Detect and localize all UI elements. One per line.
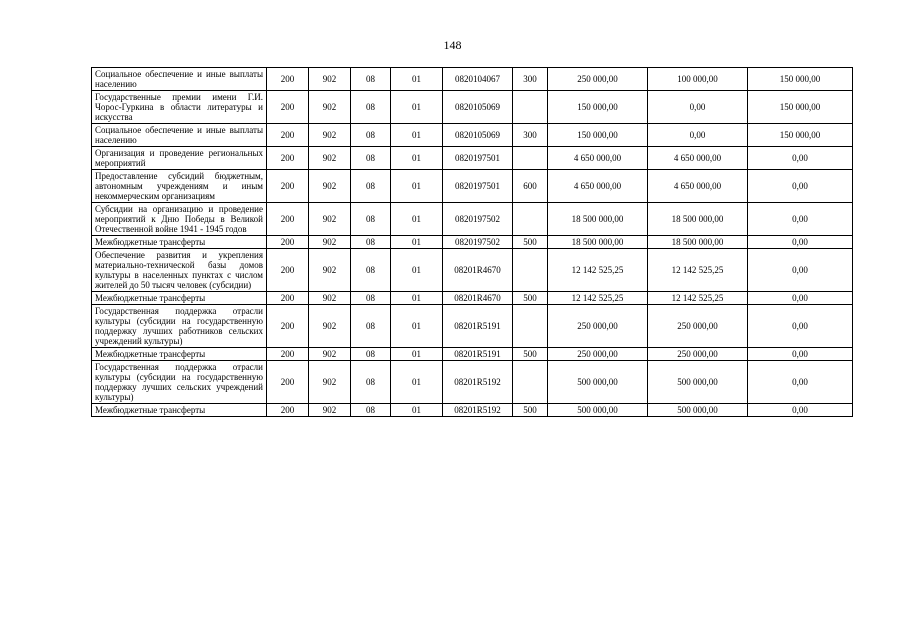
subsection-cell: 01 — [391, 203, 443, 236]
table-row — [92, 292, 853, 305]
target-article-cell: 08201R5192 — [443, 361, 513, 404]
admin-code-cell: 200 — [267, 305, 309, 348]
ministry-code-cell: 902 — [309, 68, 351, 91]
amount-total-cell: 150 000,00 — [548, 124, 648, 147]
target-article-cell: 0820104067 — [443, 68, 513, 91]
table-body — [92, 68, 853, 417]
ministry-code-cell: 902 — [309, 124, 351, 147]
table-row — [92, 68, 853, 91]
amount-regional-cell: 0,00 — [748, 147, 853, 170]
table-row — [92, 305, 853, 348]
section-cell: 08 — [351, 236, 391, 249]
section-cell: 08 — [351, 404, 391, 417]
name-cell: Государственные премии имени Г.И. Чорос-Гуркина в области литературы и искусства — [92, 91, 267, 124]
subsection-cell: 01 — [391, 361, 443, 404]
amount-federal-cell: 0,00 — [648, 91, 748, 124]
section-cell: 08 — [351, 361, 391, 404]
subsection-cell: 01 — [391, 348, 443, 361]
amount-total-cell: 250 000,00 — [548, 68, 648, 91]
subsection-cell: 01 — [391, 170, 443, 203]
amount-total-cell: 18 500 000,00 — [548, 203, 648, 236]
admin-code-cell: 200 — [267, 68, 309, 91]
name-cell: Государственная поддержка отрасли культуры (субсидии на государственную поддержку лучших работников сельских учреждений культуры) — [92, 305, 267, 348]
expense-type-cell: 300 — [513, 124, 548, 147]
amount-federal-cell: 12 142 525,25 — [648, 249, 748, 292]
admin-code-cell: 200 — [267, 404, 309, 417]
admin-code-cell: 200 — [267, 249, 309, 292]
amount-regional-cell: 150 000,00 — [748, 91, 853, 124]
page-number: 148 — [443, 38, 462, 52]
expense-type-cell: 300 — [513, 68, 548, 91]
section-cell: 08 — [351, 348, 391, 361]
table-row — [92, 236, 853, 249]
admin-code-cell: 200 — [267, 170, 309, 203]
amount-total-cell: 4 650 000,00 — [548, 170, 648, 203]
section-cell: 08 — [351, 203, 391, 236]
subsection-cell: 01 — [391, 404, 443, 417]
admin-code-cell: 200 — [267, 203, 309, 236]
table-row — [92, 203, 853, 236]
admin-code-cell: 200 — [267, 236, 309, 249]
ministry-code-cell: 902 — [309, 249, 351, 292]
admin-code-cell: 200 — [267, 348, 309, 361]
admin-code-cell: 200 — [267, 91, 309, 124]
section-cell: 08 — [351, 305, 391, 348]
target-article-cell: 0820197502 — [443, 236, 513, 249]
amount-regional-cell: 0,00 — [748, 404, 853, 417]
expense-type-cell: 500 — [513, 292, 548, 305]
amount-total-cell: 12 142 525,25 — [548, 292, 648, 305]
expense-type-cell: 500 — [513, 348, 548, 361]
table-row — [92, 361, 853, 404]
ministry-code-cell: 902 — [309, 361, 351, 404]
section-cell: 08 — [351, 292, 391, 305]
amount-regional-cell: 150 000,00 — [748, 68, 853, 91]
section-cell: 08 — [351, 249, 391, 292]
ministry-code-cell: 902 — [309, 348, 351, 361]
name-cell: Организация и проведение региональных мероприятий — [92, 147, 267, 170]
amount-regional-cell: 0,00 — [748, 249, 853, 292]
budget-table — [91, 67, 853, 417]
table-row — [92, 404, 853, 417]
section-cell: 08 — [351, 170, 391, 203]
amount-regional-cell: 0,00 — [748, 170, 853, 203]
expense-type-cell — [513, 91, 548, 124]
amount-federal-cell: 100 000,00 — [648, 68, 748, 91]
name-cell: Государственная поддержка отрасли культуры (субсидии на государственную поддержку лучших сельских учреждений культуры) — [92, 361, 267, 404]
table-row — [92, 91, 853, 124]
name-cell: Социальное обеспечение и иные выплаты населению — [92, 68, 267, 91]
subsection-cell: 01 — [391, 249, 443, 292]
amount-federal-cell: 18 500 000,00 — [648, 203, 748, 236]
ministry-code-cell: 902 — [309, 305, 351, 348]
amount-federal-cell: 4 650 000,00 — [648, 170, 748, 203]
admin-code-cell: 200 — [267, 292, 309, 305]
amount-total-cell: 12 142 525,25 — [548, 249, 648, 292]
expense-type-cell — [513, 249, 548, 292]
amount-total-cell: 250 000,00 — [548, 305, 648, 348]
ministry-code-cell: 902 — [309, 404, 351, 417]
amount-federal-cell: 12 142 525,25 — [648, 292, 748, 305]
amount-total-cell: 250 000,00 — [548, 348, 648, 361]
amount-federal-cell: 4 650 000,00 — [648, 147, 748, 170]
expense-type-cell: 500 — [513, 404, 548, 417]
subsection-cell: 01 — [391, 68, 443, 91]
name-cell: Межбюджетные трансферты — [92, 292, 267, 305]
subsection-cell: 01 — [391, 305, 443, 348]
subsection-cell: 01 — [391, 91, 443, 124]
amount-regional-cell: 0,00 — [748, 361, 853, 404]
expense-type-cell: 500 — [513, 236, 548, 249]
section-cell: 08 — [351, 147, 391, 170]
subsection-cell: 01 — [391, 236, 443, 249]
ministry-code-cell: 902 — [309, 170, 351, 203]
subsection-cell: 01 — [391, 124, 443, 147]
target-article-cell: 0820197502 — [443, 203, 513, 236]
subsection-cell: 01 — [391, 147, 443, 170]
section-cell: 08 — [351, 68, 391, 91]
ministry-code-cell: 902 — [309, 236, 351, 249]
target-article-cell: 08201R5192 — [443, 404, 513, 417]
section-cell: 08 — [351, 124, 391, 147]
target-article-cell: 0820197501 — [443, 147, 513, 170]
target-article-cell: 08201R5191 — [443, 348, 513, 361]
ministry-code-cell: 902 — [309, 292, 351, 305]
section-cell: 08 — [351, 91, 391, 124]
target-article-cell: 08201R4670 — [443, 249, 513, 292]
amount-regional-cell: 0,00 — [748, 305, 853, 348]
amount-federal-cell: 250 000,00 — [648, 348, 748, 361]
name-cell: Предоставление субсидий бюджетным, автономным учреждениям и иным некоммерческим организациям — [92, 170, 267, 203]
expense-type-cell: 600 — [513, 170, 548, 203]
admin-code-cell: 200 — [267, 147, 309, 170]
amount-federal-cell: 0,00 — [648, 124, 748, 147]
expense-type-cell — [513, 203, 548, 236]
table-row — [92, 124, 853, 147]
name-cell: Субсидии на организацию и проведение мероприятий к Дню Победы в Великой Отечественной войне 1941 - 1945 годов — [92, 203, 267, 236]
amount-federal-cell: 500 000,00 — [648, 361, 748, 404]
expense-type-cell — [513, 305, 548, 348]
target-article-cell: 0820197501 — [443, 170, 513, 203]
amount-total-cell: 18 500 000,00 — [548, 236, 648, 249]
amount-regional-cell: 0,00 — [748, 203, 853, 236]
ministry-code-cell: 902 — [309, 203, 351, 236]
name-cell: Межбюджетные трансферты — [92, 404, 267, 417]
admin-code-cell: 200 — [267, 124, 309, 147]
amount-federal-cell: 18 500 000,00 — [648, 236, 748, 249]
name-cell: Обеспечение развития и укрепления материально-технической базы домов культуры в населенных пунктах с числом жителей до 50 тысяч человек (субсидии) — [92, 249, 267, 292]
amount-total-cell: 500 000,00 — [548, 361, 648, 404]
amount-regional-cell: 0,00 — [748, 236, 853, 249]
subsection-cell: 01 — [391, 292, 443, 305]
name-cell: Социальное обеспечение и иные выплаты населению — [92, 124, 267, 147]
amount-total-cell: 150 000,00 — [548, 91, 648, 124]
name-cell: Межбюджетные трансферты — [92, 236, 267, 249]
ministry-code-cell: 902 — [309, 91, 351, 124]
table-row — [92, 348, 853, 361]
amount-regional-cell: 0,00 — [748, 348, 853, 361]
target-article-cell: 0820105069 — [443, 124, 513, 147]
admin-code-cell: 200 — [267, 361, 309, 404]
ministry-code-cell: 902 — [309, 147, 351, 170]
table-row — [92, 170, 853, 203]
table-row — [92, 249, 853, 292]
amount-total-cell: 500 000,00 — [548, 404, 648, 417]
amount-federal-cell: 500 000,00 — [648, 404, 748, 417]
name-cell: Межбюджетные трансферты — [92, 348, 267, 361]
expense-type-cell — [513, 147, 548, 170]
target-article-cell: 0820105069 — [443, 91, 513, 124]
expense-type-cell — [513, 361, 548, 404]
amount-regional-cell: 150 000,00 — [748, 124, 853, 147]
amount-total-cell: 4 650 000,00 — [548, 147, 648, 170]
table-row — [92, 147, 853, 170]
target-article-cell: 08201R4670 — [443, 292, 513, 305]
target-article-cell: 08201R5191 — [443, 305, 513, 348]
amount-regional-cell: 0,00 — [748, 292, 853, 305]
amount-federal-cell: 250 000,00 — [648, 305, 748, 348]
